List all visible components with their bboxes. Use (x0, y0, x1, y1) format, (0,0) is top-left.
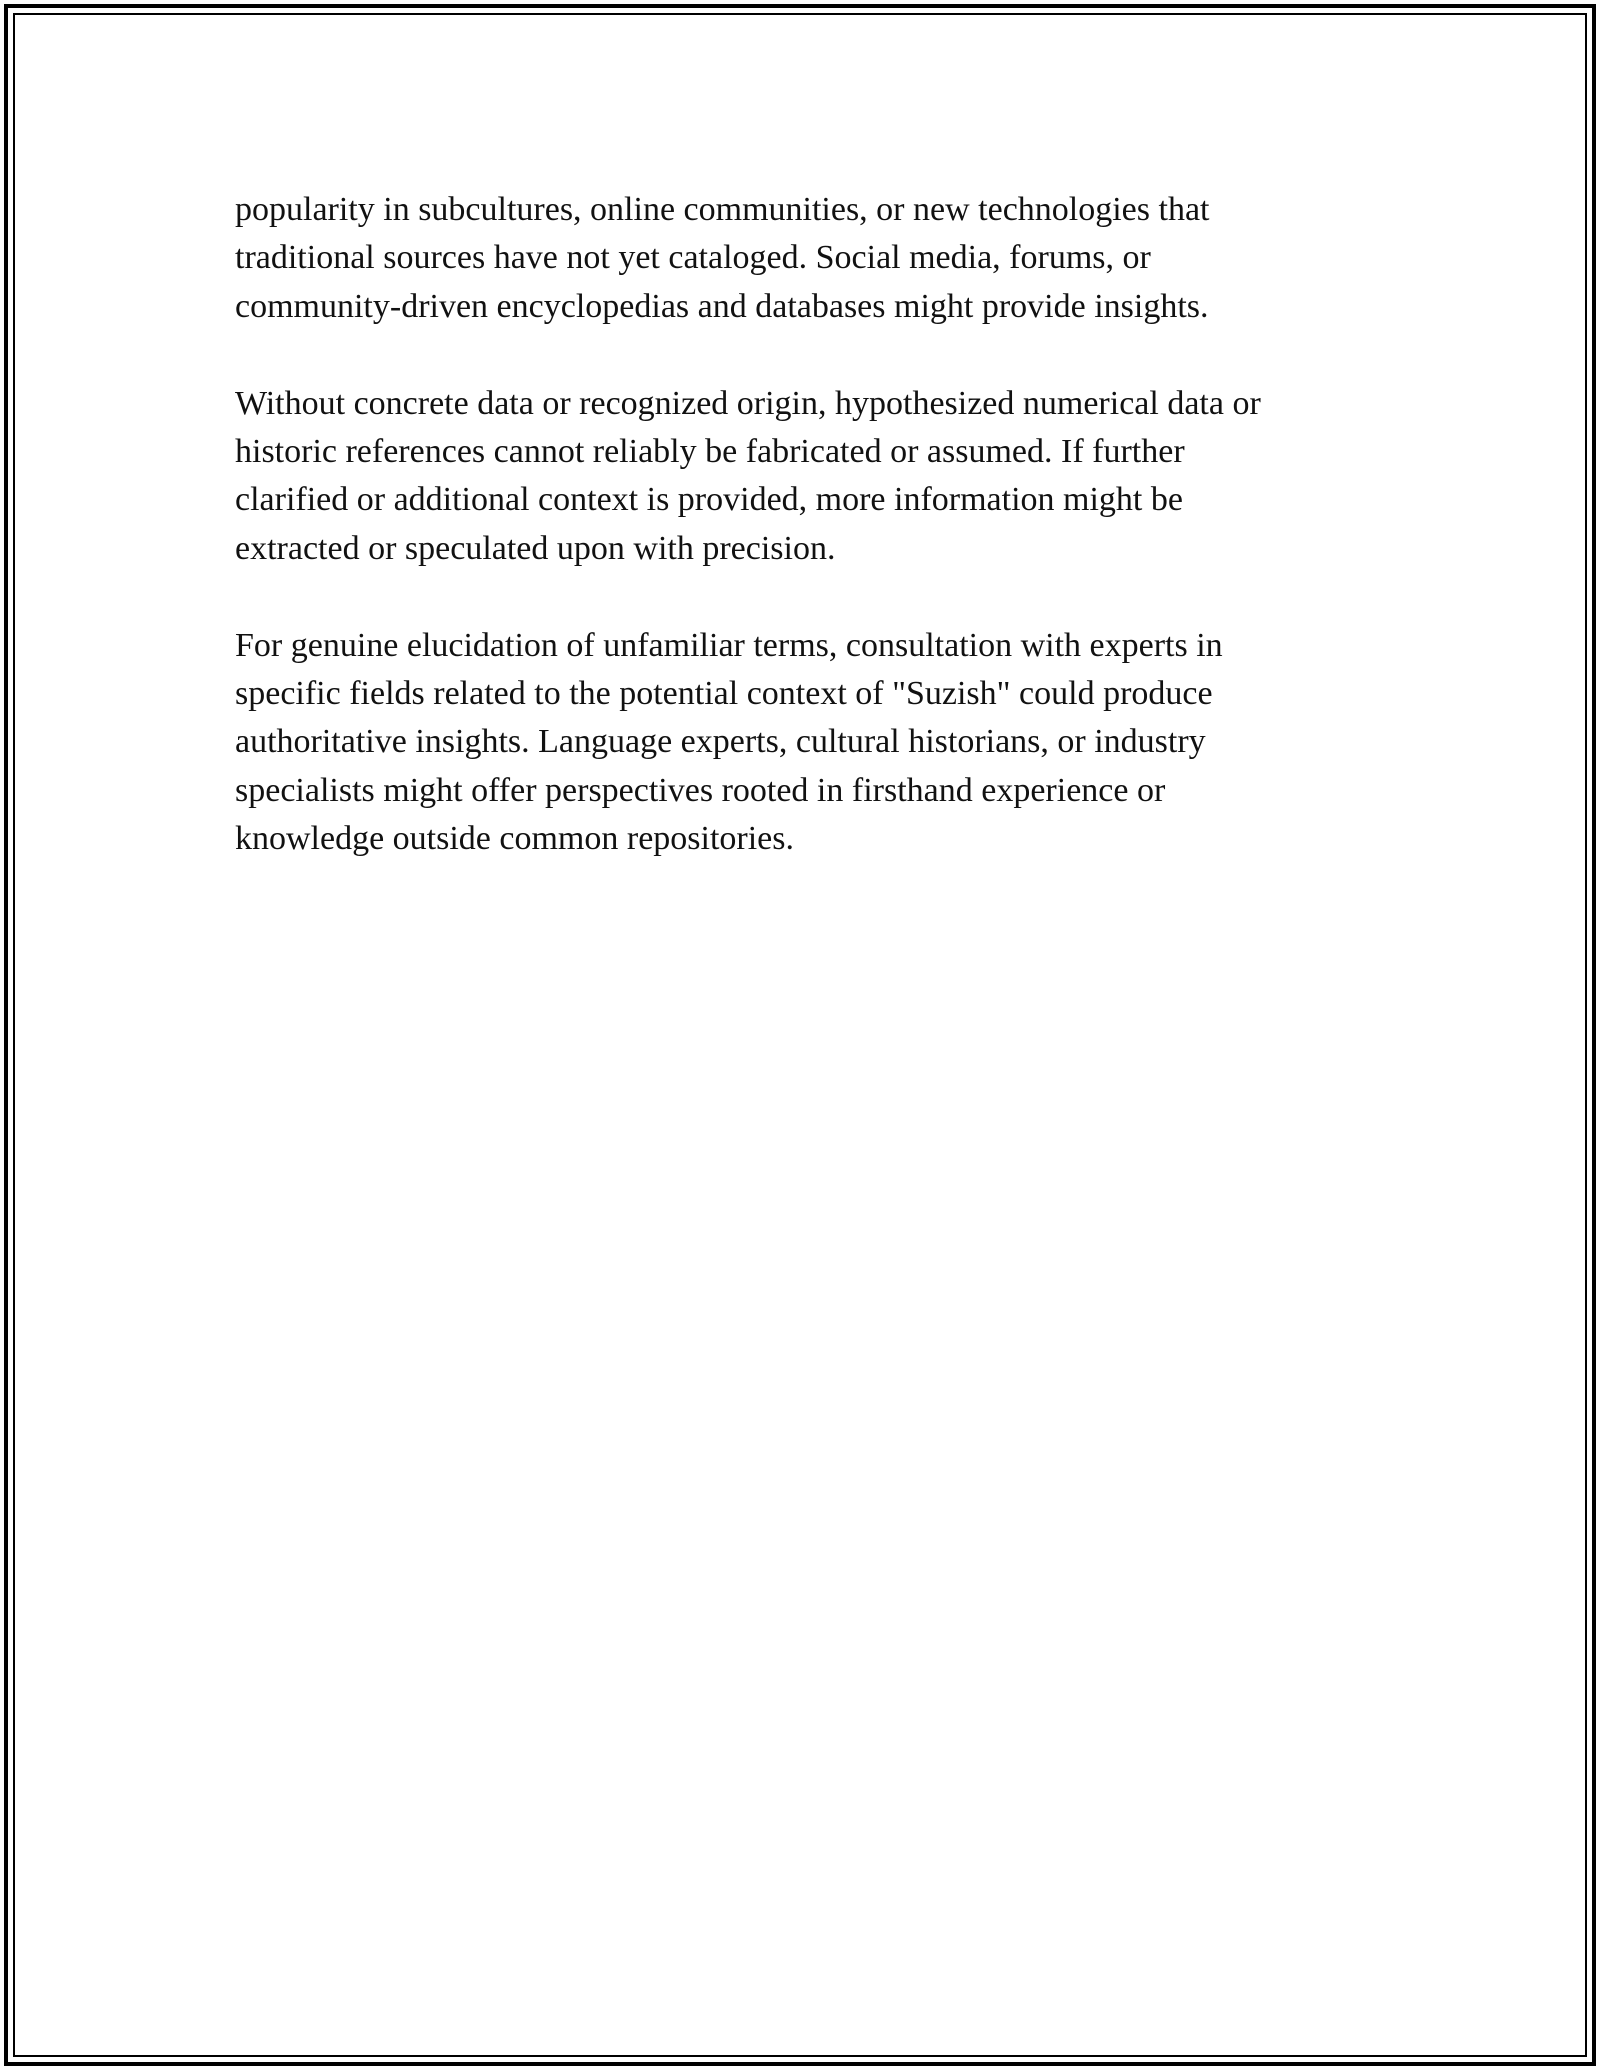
paragraph-3 (235, 622, 1375, 864)
paragraph-2 (235, 380, 1375, 574)
paragraph-line: specific fields related to the potential context of "Suzish" could produce (235, 675, 1213, 713)
paragraph-line: specialists might offer perspectives rooted in firsthand experience or (235, 771, 1166, 809)
paragraph-line: authoritative insights. Language experts, cultural historians, or industry (235, 723, 1206, 761)
paragraph-line: traditional sources have not yet cataloged. Social media, forums, or (235, 239, 1151, 277)
paragraph-1 (235, 186, 1375, 331)
paragraph-line: knowledge outside common repositories. (235, 820, 795, 858)
paragraph-line: extracted or speculated upon with precision. (235, 529, 836, 567)
paragraph-line: historic references cannot reliably be fabricated or assumed. If further (235, 433, 1185, 471)
paragraph-line: For genuine elucidation of unfamiliar terms, consultation with experts in (235, 626, 1223, 664)
paragraph-line: popularity in subcultures, online communities, or new technologies that (235, 191, 1210, 228)
document-body (235, 186, 1375, 912)
paragraph-line: community-driven encyclopedias and databases might provide insights. (235, 287, 1209, 325)
paragraph-line: clarified or additional context is provided, more information might be (235, 481, 1183, 519)
paragraph-line: Without concrete data or recognized origin, hypothesized numerical data or (235, 384, 1261, 422)
